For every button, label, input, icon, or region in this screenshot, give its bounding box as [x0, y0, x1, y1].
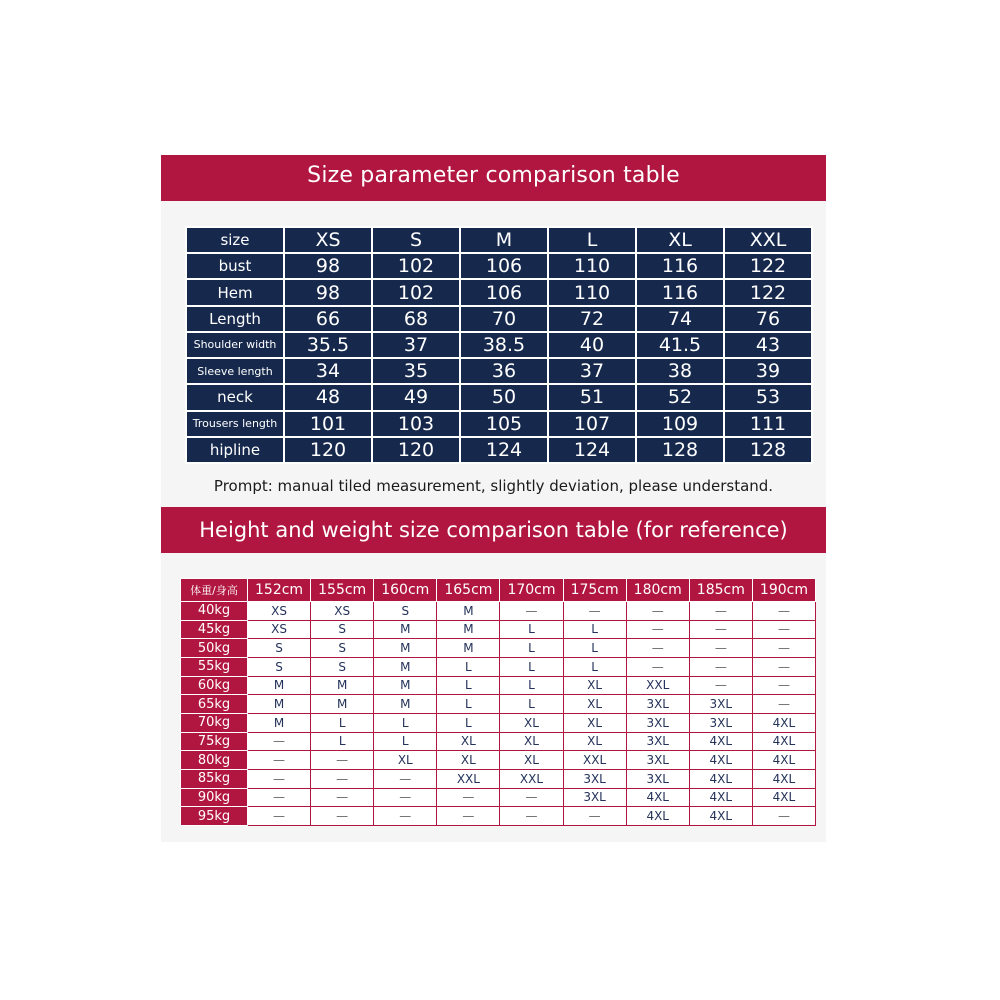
size-recommendation-cell: 3XL — [689, 695, 752, 714]
weight-row-label: 80kg — [181, 751, 248, 770]
size-recommendation-cell: 4XL — [689, 788, 752, 807]
size-cell: 76 — [724, 306, 812, 332]
size-recommendation-cell: 4XL — [752, 751, 815, 770]
size-table-row — [186, 227, 812, 253]
size-recommendation-cell: — — [752, 807, 815, 826]
size-recommendation-cell: M — [437, 602, 500, 621]
weight-row-label: 40kg — [181, 602, 248, 621]
size-cell: 102 — [372, 253, 460, 279]
size-recommendation-cell: 4XL — [752, 788, 815, 807]
size-cell: 39 — [724, 358, 812, 384]
weight-row — [181, 676, 816, 695]
size-row-label: Shoulder width — [186, 332, 284, 358]
size-cell: XS — [284, 227, 372, 253]
size-recommendation-cell: L — [311, 732, 374, 751]
weight-row-label: 95kg — [181, 807, 248, 826]
size-recommendation-cell: L — [500, 639, 563, 658]
size-recommendation-cell: 4XL — [752, 769, 815, 788]
size-recommendation-cell: 3XL — [626, 751, 689, 770]
size-recommendation-cell: XXL — [437, 769, 500, 788]
size-cell: 105 — [460, 411, 548, 437]
size-row-label: neck — [186, 384, 284, 410]
size-cell: 101 — [284, 411, 372, 437]
size-row-label: Sleeve length — [186, 358, 284, 384]
weight-row-label: 75kg — [181, 732, 248, 751]
size-recommendation-cell: — — [752, 676, 815, 695]
size-cell: 98 — [284, 279, 372, 305]
size-recommendation-cell: — — [437, 788, 500, 807]
size-recommendation-cell: — — [626, 602, 689, 621]
size-recommendation-cell: — — [752, 602, 815, 621]
weight-row-label: 45kg — [181, 620, 248, 639]
size-cell: 107 — [548, 411, 636, 437]
size-cell: 36 — [460, 358, 548, 384]
size-table-title: Size parameter comparison table — [161, 155, 826, 201]
size-recommendation-cell: — — [248, 732, 311, 751]
height-column-header: 180cm — [626, 579, 689, 602]
weight-row — [181, 751, 816, 770]
size-recommendation-cell: 4XL — [626, 807, 689, 826]
weight-row — [181, 769, 816, 788]
size-recommendation-cell: L — [437, 695, 500, 714]
size-recommendation-cell: — — [563, 807, 626, 826]
size-cell: 102 — [372, 279, 460, 305]
size-cell: 120 — [372, 437, 460, 463]
size-cell: 38 — [636, 358, 724, 384]
size-recommendation-cell: — — [563, 602, 626, 621]
size-recommendation-cell: — — [752, 639, 815, 658]
size-recommendation-cell: XL — [563, 732, 626, 751]
height-weight-table — [180, 578, 816, 826]
weight-row-label: 70kg — [181, 713, 248, 732]
weight-row — [181, 695, 816, 714]
size-recommendation-cell: XL — [437, 732, 500, 751]
size-recommendation-cell: XS — [248, 620, 311, 639]
size-recommendation-cell: L — [311, 713, 374, 732]
size-cell: 111 — [724, 411, 812, 437]
weight-row-label: 50kg — [181, 639, 248, 658]
size-recommendation-cell: 3XL — [563, 788, 626, 807]
size-recommendation-cell: M — [248, 676, 311, 695]
weight-row-label: 85kg — [181, 769, 248, 788]
height-column-header: 190cm — [752, 579, 815, 602]
size-table-row — [186, 279, 812, 305]
size-recommendation-cell: L — [500, 676, 563, 695]
size-cell: 124 — [460, 437, 548, 463]
size-recommendation-cell: L — [563, 639, 626, 658]
size-cell: 43 — [724, 332, 812, 358]
size-recommendation-cell: L — [437, 713, 500, 732]
height-column-header: 185cm — [689, 579, 752, 602]
size-recommendation-cell: 3XL — [626, 695, 689, 714]
size-recommendation-cell: — — [689, 620, 752, 639]
weight-row — [181, 713, 816, 732]
size-recommendation-cell: — — [689, 657, 752, 676]
size-row-label: Trousers length — [186, 411, 284, 437]
size-cell: 128 — [724, 437, 812, 463]
size-recommendation-cell: M — [374, 620, 437, 639]
size-cell: 48 — [284, 384, 372, 410]
size-recommendation-cell: XS — [311, 602, 374, 621]
size-cell: 122 — [724, 279, 812, 305]
size-recommendation-cell: L — [500, 695, 563, 714]
size-recommendation-cell: L — [500, 657, 563, 676]
size-recommendation-cell: — — [374, 769, 437, 788]
size-cell: 106 — [460, 279, 548, 305]
size-cell: 70 — [460, 306, 548, 332]
size-cell: 52 — [636, 384, 724, 410]
size-recommendation-cell: M — [374, 639, 437, 658]
size-cell: 106 — [460, 253, 548, 279]
size-cell: 41.5 — [636, 332, 724, 358]
size-recommendation-cell: M — [248, 695, 311, 714]
size-recommendation-cell: XL — [500, 751, 563, 770]
size-parameter-table — [185, 226, 813, 464]
size-recommendation-cell: XL — [374, 751, 437, 770]
size-recommendation-cell: 3XL — [626, 713, 689, 732]
size-cell: 37 — [372, 332, 460, 358]
size-cell: 122 — [724, 253, 812, 279]
size-cell: 74 — [636, 306, 724, 332]
size-recommendation-cell: S — [311, 639, 374, 658]
size-recommendation-cell: M — [311, 695, 374, 714]
size-cell: 72 — [548, 306, 636, 332]
size-recommendation-cell: XL — [500, 732, 563, 751]
height-weight-table-title: Height and weight size comparison table (for reference) — [161, 507, 826, 553]
size-recommendation-cell: — — [248, 788, 311, 807]
size-recommendation-cell: 3XL — [626, 769, 689, 788]
size-recommendation-cell: 4XL — [689, 807, 752, 826]
size-table-row — [186, 358, 812, 384]
size-recommendation-cell: — — [248, 769, 311, 788]
size-recommendation-cell: M — [374, 676, 437, 695]
size-cell: 116 — [636, 279, 724, 305]
size-recommendation-cell: M — [437, 639, 500, 658]
size-recommendation-cell: — — [311, 807, 374, 826]
weight-row — [181, 788, 816, 807]
size-cell: 35 — [372, 358, 460, 384]
size-cell: 120 — [284, 437, 372, 463]
weight-row — [181, 602, 816, 621]
size-recommendation-cell: 4XL — [626, 788, 689, 807]
size-table-row — [186, 253, 812, 279]
size-recommendation-cell: — — [752, 695, 815, 714]
weight-row-label: 65kg — [181, 695, 248, 714]
weight-row — [181, 732, 816, 751]
size-recommendation-cell: — — [374, 807, 437, 826]
size-recommendation-cell: 3XL — [626, 732, 689, 751]
size-recommendation-cell: — — [311, 769, 374, 788]
size-cell: L — [548, 227, 636, 253]
size-recommendation-cell: — — [374, 788, 437, 807]
size-recommendation-cell: 4XL — [752, 732, 815, 751]
size-recommendation-cell: XL — [500, 713, 563, 732]
size-recommendation-cell: L — [563, 657, 626, 676]
size-recommendation-cell: — — [626, 620, 689, 639]
size-recommendation-cell: M — [374, 657, 437, 676]
size-recommendation-cell: — — [752, 620, 815, 639]
size-recommendation-cell: 4XL — [752, 713, 815, 732]
weight-row — [181, 639, 816, 658]
size-recommendation-cell: XS — [248, 602, 311, 621]
size-recommendation-cell: XXL — [500, 769, 563, 788]
size-recommendation-cell: — — [437, 807, 500, 826]
size-cell: 53 — [724, 384, 812, 410]
size-cell: 50 — [460, 384, 548, 410]
size-cell: 34 — [284, 358, 372, 384]
size-recommendation-cell: — — [311, 751, 374, 770]
size-recommendation-cell: 4XL — [689, 751, 752, 770]
size-cell: 109 — [636, 411, 724, 437]
size-cell: 68 — [372, 306, 460, 332]
size-cell: M — [460, 227, 548, 253]
size-recommendation-cell: 3XL — [563, 769, 626, 788]
size-table-row — [186, 411, 812, 437]
size-recommendation-cell: L — [374, 732, 437, 751]
size-cell: 49 — [372, 384, 460, 410]
size-cell: 40 — [548, 332, 636, 358]
size-recommendation-cell: 3XL — [689, 713, 752, 732]
size-table-row — [186, 332, 812, 358]
size-recommendation-cell: — — [689, 602, 752, 621]
size-recommendation-cell: — — [311, 788, 374, 807]
weight-row-label: 55kg — [181, 657, 248, 676]
size-row-label: Length — [186, 306, 284, 332]
size-recommendation-cell: XL — [563, 713, 626, 732]
weight-height-corner-header: 体重/身高 — [181, 579, 248, 602]
size-recommendation-cell: — — [626, 639, 689, 658]
measurement-note: Prompt: manual tiled measurement, slightly deviation, please understand. — [213, 477, 774, 495]
size-recommendation-cell: — — [689, 676, 752, 695]
height-column-header: 170cm — [500, 579, 563, 602]
size-cell: 128 — [636, 437, 724, 463]
size-recommendation-cell: M — [374, 695, 437, 714]
size-cell: 110 — [548, 279, 636, 305]
size-recommendation-cell: 4XL — [689, 732, 752, 751]
size-cell: 124 — [548, 437, 636, 463]
size-cell: 51 — [548, 384, 636, 410]
size-recommendation-cell: XL — [563, 676, 626, 695]
size-recommendation-cell: — — [752, 657, 815, 676]
size-recommendation-cell: S — [248, 657, 311, 676]
size-row-label: bust — [186, 253, 284, 279]
height-column-header: 160cm — [374, 579, 437, 602]
size-recommendation-cell: XL — [437, 751, 500, 770]
size-recommendation-cell: XXL — [563, 751, 626, 770]
size-recommendation-cell: L — [563, 620, 626, 639]
size-recommendation-cell: S — [248, 639, 311, 658]
size-recommendation-cell: — — [500, 788, 563, 807]
size-cell: 116 — [636, 253, 724, 279]
size-recommendation-cell: — — [500, 602, 563, 621]
weight-row-label: 60kg — [181, 676, 248, 695]
size-cell: 66 — [284, 306, 372, 332]
size-cell: 103 — [372, 411, 460, 437]
size-recommendation-cell: 4XL — [689, 769, 752, 788]
size-recommendation-cell: L — [500, 620, 563, 639]
size-row-label: Hem — [186, 279, 284, 305]
size-recommendation-cell: M — [311, 676, 374, 695]
size-recommendation-cell: S — [311, 620, 374, 639]
weight-row — [181, 807, 816, 826]
size-cell: XXL — [724, 227, 812, 253]
weight-row — [181, 657, 816, 676]
height-column-header: 155cm — [311, 579, 374, 602]
size-table-row — [186, 384, 812, 410]
size-cell: 98 — [284, 253, 372, 279]
size-recommendation-cell: L — [437, 657, 500, 676]
weight-row — [181, 620, 816, 639]
size-recommendation-cell: — — [626, 657, 689, 676]
size-recommendation-cell: — — [248, 751, 311, 770]
weight-row-label: 90kg — [181, 788, 248, 807]
size-row-label: size — [186, 227, 284, 253]
size-cell: 35.5 — [284, 332, 372, 358]
size-recommendation-cell: XL — [563, 695, 626, 714]
size-cell: 110 — [548, 253, 636, 279]
size-table-row — [186, 437, 812, 463]
size-cell: 37 — [548, 358, 636, 384]
height-column-header: 175cm — [563, 579, 626, 602]
size-recommendation-cell: L — [437, 676, 500, 695]
size-cell: XL — [636, 227, 724, 253]
size-recommendation-cell: S — [311, 657, 374, 676]
height-column-header: 152cm — [248, 579, 311, 602]
size-recommendation-cell: S — [374, 602, 437, 621]
size-recommendation-cell: M — [437, 620, 500, 639]
height-column-header: 165cm — [437, 579, 500, 602]
size-recommendation-cell: L — [374, 713, 437, 732]
size-recommendation-cell: XXL — [626, 676, 689, 695]
size-cell: S — [372, 227, 460, 253]
size-recommendation-cell: — — [248, 807, 311, 826]
size-recommendation-cell: M — [248, 713, 311, 732]
size-recommendation-cell: — — [500, 807, 563, 826]
size-table-row — [186, 306, 812, 332]
size-cell: 38.5 — [460, 332, 548, 358]
size-recommendation-cell: — — [689, 639, 752, 658]
size-row-label: hipline — [186, 437, 284, 463]
